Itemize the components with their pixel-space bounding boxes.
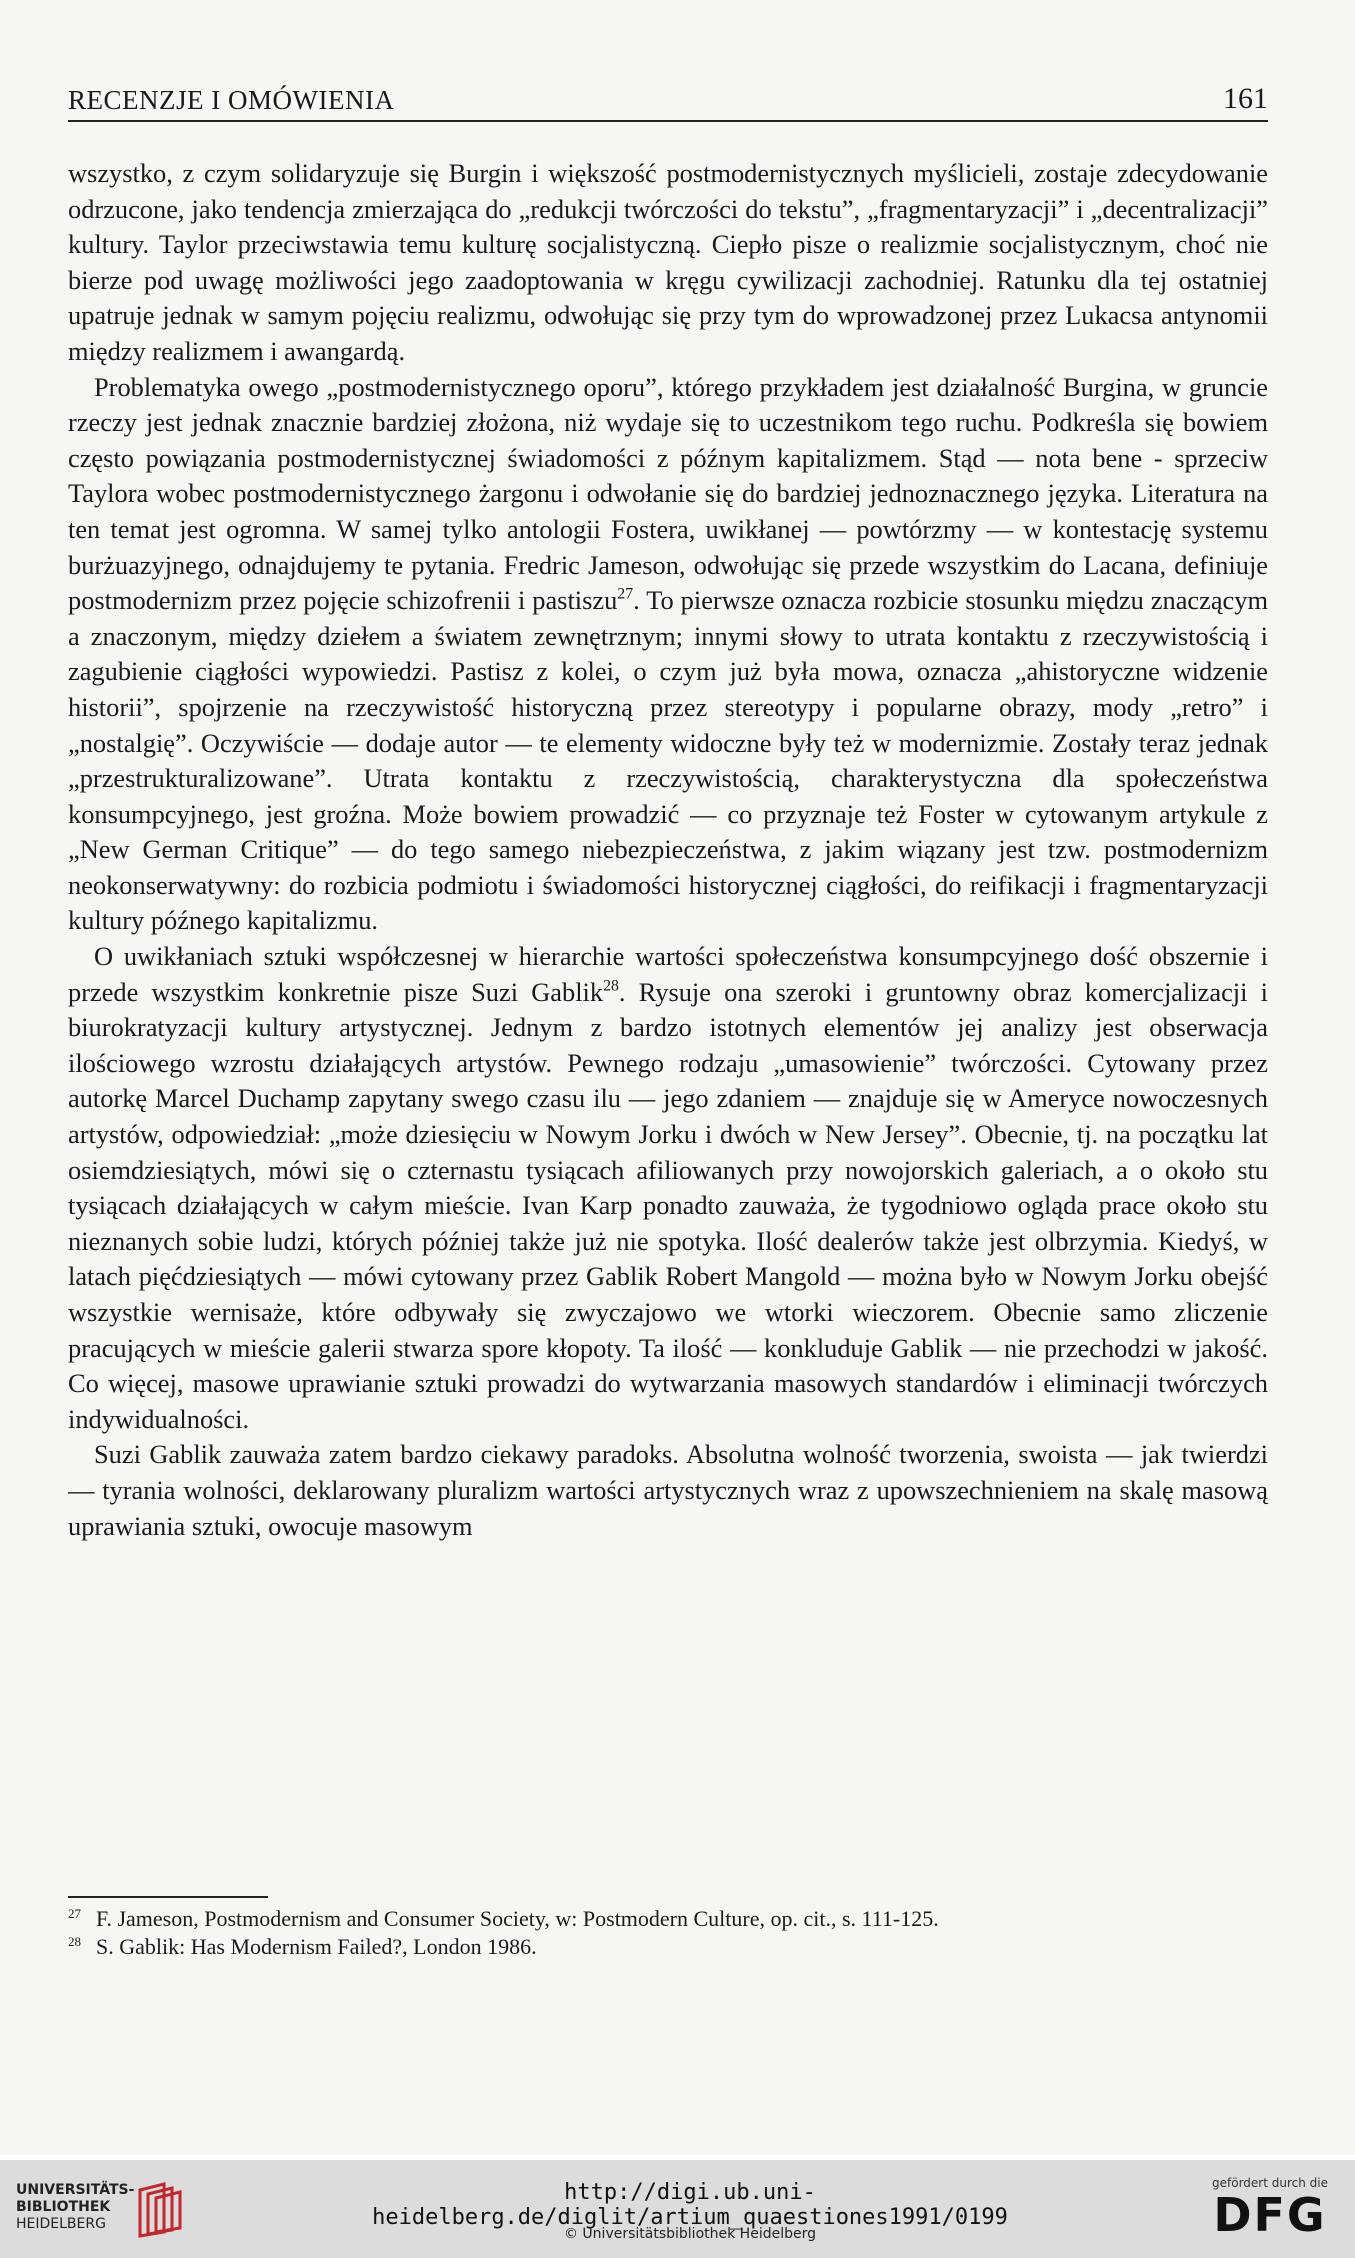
- paragraph-text: . To pierwsze oznacza rozbicie stosunku międzu znaczącym a znaczonym, między dziełem a światem zewnętrznym; innymi słowy to utrata kontaktu z rzeczywistością i zagubienie ciągłości wypowiedzi. Pastisz z kolei, o czym już była mowa, oznacza „ahistoryczne widzenie historii”, spojrzenie na rzeczywistość historyczną przez stereotypy i popularne obrazy, mody „retro” i „nostalgię”. Oczywiście — dodaje autor — te elementy widoczne były też w modernizmie. Zostały teraz jednak „przestrukturalizowane”. Utrata kontaktu z rzeczywistością, charakterystyczna dla społeczeństwa konsumpcyjnego, jest groźna. Może bowiem prowadzić — co przyznaje też Foster w cytowanym artykule z „New German Critique” — do tego samego niebezpieczeństwa, z jakim wiązany jest tzw. postmodernizm neokonserwatywny: do rozbicia podmiotu i świadomości historycznej ciągłości, do reifikacji i fragmentaryzacji kultury późnego kapitalizmu.: [68, 585, 1268, 936]
- source-url-link[interactable]: http://digi.ub.uni-heidelberg.de/diglit/artium_quaestiones1991/0199: [372, 2180, 1008, 2230]
- paragraph: [68, 156, 1268, 370]
- copyright-notice: © Universitätsbibliothek Heidelberg: [563, 2226, 816, 2242]
- library-emblem-icon: [134, 2182, 186, 2238]
- paragraph: [68, 1437, 1268, 1544]
- paragraph-text: . Rysuje ona szeroki i gruntowny obraz komercjalizacji i biurokratyzacji kultury artystycznej. Jednym z bardzo istotnych elementów jej analizy jest obserwacja ilościowego wzrostu działających artystów. Pewnego rodzaju „umasowienie” twórczości. Cytowany przez autorkę Marcel Duchamp zapytany swego czasu ilu — jego zdaniem — znajduje się w Ameryce nowoczesnych artystów, odpowiedział: „może dziesięciu w Nowym Jorku i dwóch w New Jersey”. Obecnie, tj. na początku lat osiemdziesiątych, mówi się o czternastu tysiącach afiliowanych przy nowojorskich galeriach, a o około stu tysiącach działających w całym mieście. Ivan Karp ponadto zauważa, że tygodniowo ogląda prace około stu nieznanych sobie ludzi, których później także już nie spotyka. Ilość dealerów także jest olbrzymia. Kiedyś, w latach pięćdziesiątych — mówi cytowany przez Gablik Robert Mangold — można było w Nowym Jorku obejść wszystkie wernisaże, które odbywały się zwyczajowo we wtorki wieczorem. Obecnie samo zliczenie pracujących w mieście galerii stwarza spore kłopoty. Ta ilość — konkluduje Gablik — nie przechodzi w jakość. Co więcej, masowe uprawianie sztuki prowadzi do wytwarzania masowych standardów i eliminacji twórczych indywidualności.: [68, 976, 1268, 1434]
- footnote-reference[interactable]: 27: [617, 585, 634, 603]
- running-header: [68, 74, 1268, 122]
- footnote-reference[interactable]: 28: [603, 977, 619, 995]
- page-number: 161: [1223, 82, 1268, 115]
- dfg-logo[interactable]: [1200, 2176, 1340, 2246]
- footnote: [68, 1905, 1268, 1933]
- footnote-number: 27: [68, 1906, 81, 1921]
- footer-bar: [0, 2160, 1355, 2258]
- library-name-line2: BIBLIOTHEK: [16, 2199, 111, 2215]
- library-logo[interactable]: [16, 2182, 196, 2242]
- footnote-number: 28: [68, 1934, 81, 1949]
- footnote-text: F. Jameson, Postmodernism and Consumer Society, w: Postmodern Culture, op. cit., s. 111-125.: [96, 1906, 939, 1931]
- footnotes: [68, 1905, 1268, 1961]
- section-title: RECENZJE I OMÓWIENIA: [68, 85, 395, 115]
- paragraph: [68, 370, 1268, 940]
- footnote-text: S. Gablik: Has Modernism Failed?, London 1986.: [96, 1934, 537, 1959]
- paragraph-text: Suzi Gablik zauważa zatem bardzo ciekawy paradoks. Absolutna wolność tworzenia, swoista — jak twierdzi — tyrania wolności, deklarowany pluralizm wartości artystycznych wraz z upowszechnieniem na skalę masową uprawiania sztuki, owocuje masowym: [68, 1439, 1268, 1541]
- library-name-line1: UNIVERSITÄTS-: [16, 2182, 135, 2198]
- paragraph-text: O uwikłaniach sztuki współczesnej w hierarchie wartości społeczeństwa konsumpcyjnego dość obszernie i przede wszystkim konkretnie pisze Suzi Gablik: [68, 941, 1268, 1007]
- funding-note: gefördert durch die: [1212, 2176, 1328, 2190]
- paragraph: [68, 939, 1268, 1437]
- footnote: [68, 1933, 1268, 1961]
- footnote-rule: [68, 1896, 268, 1898]
- paragraph-text: Problematyka owego „postmodernistycznego oporu”, którego przykładem jest działalność Burgina, w gruncie rzeczy jest jednak znacznie bardziej złożona, niż wydaje się to uczestnikom tego ruchu. Podkreśla się bowiem często powiązania postmodernistycznej świadomości z późnym kapitalizmem. Stąd — nota bene - sprzeciw Taylora wobec postmodernistycznego żargonu i odwołanie się do bardziej jednoznacznego języka. Literatura na ten temat jest ogromna. W samej tylko antologii Fostera, uwikłanej — powtórzmy — w kontestację systemu burżuazyjnego, odnajdujemy te pytania. Fredric Jameson, odwołując się przede wszystkim do Lacana, definiuje postmodernizm przez pojęcie schizofrenii i pastiszu: [68, 371, 1268, 616]
- body-text: [68, 156, 1268, 1544]
- library-name-line3: HEIDELBERG: [16, 2216, 106, 2232]
- dfg-wordmark: DFG: [1213, 2188, 1327, 2242]
- paragraph-text: wszystko, z czym solidaryzuje się Burgin i większość postmodernistycznych myślicieli, zostaje zdecydowanie odrzucone, jako tendencja zmierzająca do „redukcji twórczości do tekstu”, „fragmentaryzacji” i „decentralizacji” kultury. Taylor przeciwstawia temu kulturę socjalistyczną. Ciepło pisze o realizmie socjalistycznym, choć nie bierze pod uwagę możliwości jego zaadoptowania w kręgu cywilizacji zachodniej. Ratunku dla tej ostatniej upatruje jednak w samym pojęciu realizmu, odwołując się przy tym do wprowadzonej przez Lukacsa antynomii między realizmem i awangardą.: [68, 158, 1268, 366]
